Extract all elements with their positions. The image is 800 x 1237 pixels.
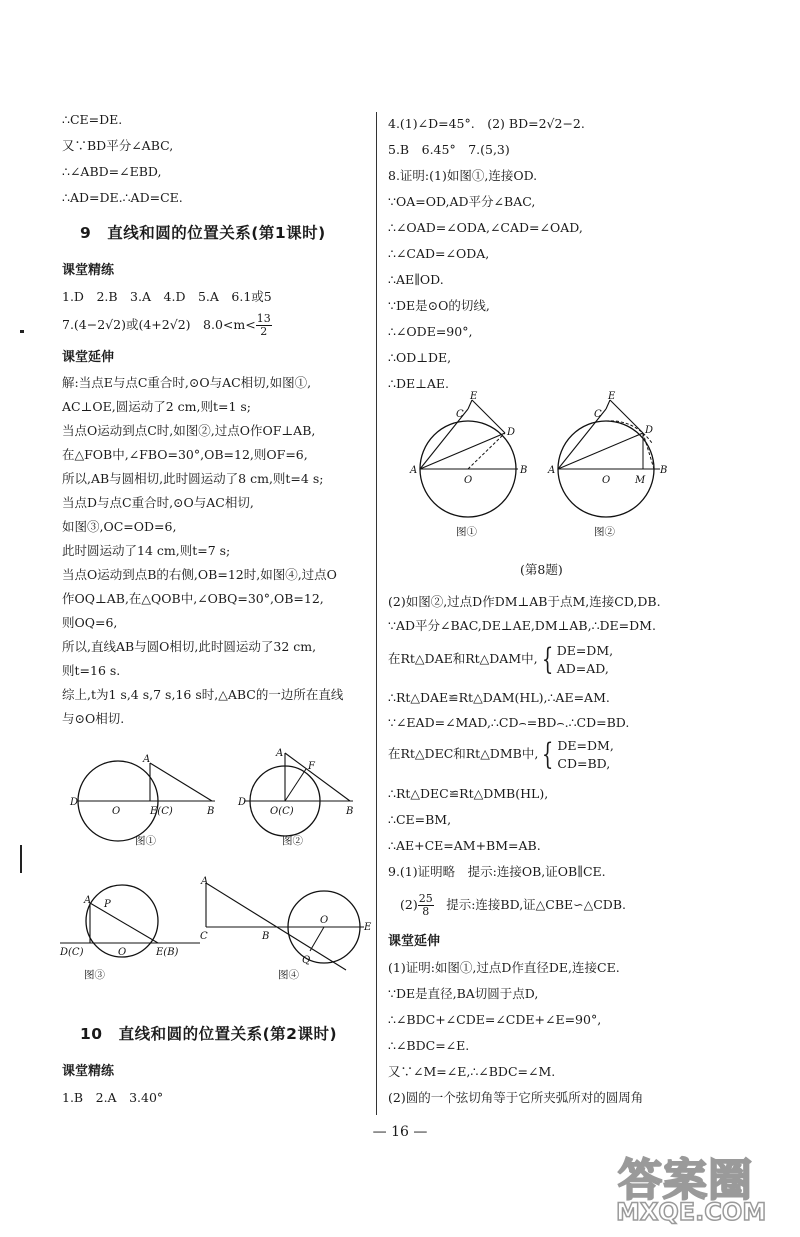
text-line: (2)圆的一个弦切角等于它所夹弧所对的圆周角 (388, 1090, 644, 1105)
text-line: ∴∠ABD=∠EBD, (62, 164, 162, 179)
svg-text:A: A (143, 754, 151, 765)
svg-text:O: O (602, 475, 611, 486)
svg-text:C: C (594, 409, 602, 420)
svg-text:O: O (112, 806, 121, 817)
text-line: 则t=16 s. (62, 663, 121, 678)
figure-caption: 图① (135, 835, 156, 847)
figure-3 (60, 875, 210, 980)
system-2 (388, 735, 614, 773)
text-line: (1)证明:如图①,过点D作直径DE,连接CE. (388, 960, 620, 975)
brace: { (542, 736, 554, 772)
watermark-text: 答案圈 (618, 1155, 753, 1206)
svg-text:C: C (456, 409, 464, 420)
figure-8-2 (548, 391, 678, 545)
text-line: ∴Rt△DEC≌Rt△DMB(HL), (388, 786, 549, 801)
text-line: ∴∠BDC+∠CDE=∠CDE+∠E=90°, (388, 1012, 602, 1027)
figure-caption: 图① (456, 526, 477, 538)
svg-text:A: A (276, 748, 284, 759)
figure-2 (238, 745, 363, 850)
text-line: ∵DE是直径,BA切圆于点D, (388, 986, 539, 1001)
answer-9-2 (400, 890, 626, 920)
system-1 (388, 640, 613, 678)
text-line: AC⊥OE,圆运动了2 cm,则t=1 s; (62, 399, 251, 414)
svg-text:A: A (410, 465, 418, 476)
system-line: CD=BD, (557, 755, 611, 771)
text-line: 综上,t为1 s,4 s,7 s,16 s时,△ABC的一边所在直线 (62, 687, 344, 702)
system-lead: 在Rt△DAE和Rt△DAM中, (388, 651, 538, 666)
text-line: ∴∠ODE=90°, (388, 324, 473, 339)
text-line: 又∵BD平分∠ABC, (62, 138, 174, 153)
svg-text:A: A (84, 895, 92, 906)
svg-text:O: O (118, 947, 127, 958)
text-line: 5.B 6.45° 7.(5,3) (388, 142, 510, 157)
svg-text:E(B): E(B) (156, 947, 179, 958)
margin-mark (20, 330, 24, 333)
svg-text:B: B (262, 931, 270, 942)
text-line: ∵OA=OD,AD平分∠BAC, (388, 194, 536, 209)
fraction-den: 8 (422, 905, 430, 918)
figure-caption: 图④ (278, 969, 299, 981)
text-line: 当点D与点C重合时,⊙O与AC相切, (62, 495, 254, 510)
figure-caption: 图③ (84, 969, 105, 981)
brace: { (541, 641, 553, 677)
svg-text:D: D (70, 797, 79, 808)
figure-caption: 图② (594, 526, 615, 538)
text-line: ∴OD⊥DE, (388, 350, 452, 365)
text-line: ∴∠OAD=∠ODA,∠CAD=∠OAD, (388, 220, 583, 235)
svg-text:E(C): E(C) (150, 806, 173, 817)
system-lines (557, 642, 613, 678)
text-line: ∴AE+CE=AM+BM=AB. (388, 838, 541, 853)
text-line: 如图③,OC=OD=6, (62, 519, 177, 534)
svg-text:E: E (470, 391, 478, 402)
text-line: ∴Rt△DAE≌Rt△DAM(HL),∴AE=AM. (388, 690, 610, 705)
fraction-num: 13 (256, 312, 271, 325)
text-line: ∴AE∥OD. (388, 272, 444, 287)
system-lines (557, 737, 613, 773)
svg-text:D(C): D(C) (60, 947, 84, 958)
text-line: (2)如图②,过点D作DM⊥AB于点M,连接CD,DB. (388, 594, 661, 609)
figure-title: (第8题) (520, 562, 563, 577)
text-line: 则OQ=6, (62, 615, 118, 630)
svg-text:O: O (464, 475, 473, 486)
svg-text:E: E (608, 391, 616, 402)
watermark-url: MXQE.COM (616, 1198, 767, 1226)
text-line: 当点O运动到点B的右侧,OB=12时,如图④,过点O (62, 567, 337, 582)
svg-text:O(C): O(C) (270, 806, 294, 817)
svg-text:A: A (201, 876, 209, 887)
answer-text: 7.(4−2√2)或(4+2√2) 8.0<m< (62, 317, 256, 332)
text-line: 所以,直线AB与圆O相切,此时圆运动了32 cm, (62, 639, 317, 654)
text-line: ∴CE=DE. (62, 112, 123, 127)
text-line: 4.(1)∠D=45°. (2) BD=2√2−2. (388, 116, 585, 131)
text-line: 9.(1)证明略 提示:连接OB,证OB∥CE. (388, 864, 606, 879)
svg-text:B: B (520, 465, 528, 476)
text-line: ∴CE=BM, (388, 812, 452, 827)
svg-text:B: B (207, 806, 215, 817)
watermark-logo (598, 1140, 788, 1235)
text-line: ∴∠CAD=∠ODA, (388, 246, 490, 261)
text-line: 在△FOB中,∠FBO=30°,OB=12,则OF=6, (62, 447, 308, 462)
answer-hint: 提示:连接BD,证△CBE∽△CDB. (433, 897, 626, 912)
system-lead: 在Rt△DEC和Rt△DMB中, (388, 746, 539, 761)
svg-text:D: D (507, 427, 516, 438)
svg-text:D: D (238, 797, 247, 808)
figure-caption: 图② (282, 835, 303, 847)
text-line: 此时圆运动了14 cm,则t=7 s; (62, 543, 231, 558)
fraction-den: 2 (260, 325, 268, 338)
text-line: 又∵∠M=∠E,∴∠BDC=∠M. (388, 1064, 556, 1079)
section-heading: 课堂延伸 (388, 934, 441, 949)
page-number: — 16 — (372, 1124, 428, 1140)
text-line: 所以,AB与圆相切,此时圆运动了8 cm,则t=4 s; (62, 471, 324, 486)
section-10-title: 10 直线和圆的位置关系(第2课时) (80, 1025, 338, 1043)
figure-4 (196, 875, 376, 980)
svg-text:D: D (645, 425, 654, 436)
text-line: 与⊙O相切. (62, 711, 125, 726)
svg-text:Q: Q (302, 955, 311, 966)
text-line: 解:当点E与点C重合时,⊙O与AC相切,如图①, (62, 375, 312, 390)
system-line: AD=AD, (556, 660, 609, 676)
fraction (256, 313, 272, 338)
answer-lead: (2) (400, 897, 418, 912)
svg-text:C: C (200, 931, 208, 942)
section-heading: 课堂精练 (62, 263, 115, 278)
fraction-num: 25 (418, 892, 433, 905)
section-heading: 课堂精练 (62, 1064, 115, 1079)
text-line: ∵∠EAD=∠MAD,∴CD⌢=BD⌢.∴CD=BD. (388, 715, 630, 730)
svg-text:E: E (364, 922, 372, 933)
text-line: ∴AD=DE.∴AD=CE. (62, 190, 183, 205)
text-line: ∵AD平分∠BAC,DE⊥AE,DM⊥AB,∴DE=DM. (388, 618, 656, 633)
svg-text:A: A (548, 465, 556, 476)
figure-8-1 (410, 391, 540, 545)
svg-text:B: B (660, 465, 668, 476)
system-line: DE=DM, (557, 737, 614, 753)
margin-mark (20, 845, 22, 873)
section-9-title: 9 直线和圆的位置关系(第1课时) (80, 224, 326, 242)
text-line: ∴DE⊥AE. (388, 376, 449, 391)
text-line: 作OQ⊥AB,在△QOB中,∠OBQ=30°,OB=12, (62, 591, 324, 606)
figure-1 (70, 745, 220, 850)
answer-line-7-8 (62, 313, 272, 338)
text-line: ∵DE是⊙O的切线, (388, 298, 490, 313)
column-divider (376, 112, 377, 1115)
svg-text:O: O (320, 915, 329, 926)
svg-text:B: B (346, 806, 354, 817)
answer-line: 1.D 2.B 3.A 4.D 5.A 6.1或5 (62, 289, 272, 304)
svg-text:M: M (635, 475, 646, 486)
text-line: 8.证明:(1)如图①,连接OD. (388, 168, 538, 183)
text-line: ∴∠BDC=∠E. (388, 1038, 470, 1053)
answer-line: 1.B 2.A 3.40° (62, 1090, 164, 1105)
svg-text:P: P (104, 899, 111, 910)
section-heading: 课堂延伸 (62, 350, 115, 365)
fraction (418, 893, 434, 918)
svg-text:F: F (308, 761, 315, 772)
text-line: 当点O运动到点C时,如图②,过点O作OF⊥AB, (62, 423, 316, 438)
system-line: DE=DM, (556, 642, 614, 658)
